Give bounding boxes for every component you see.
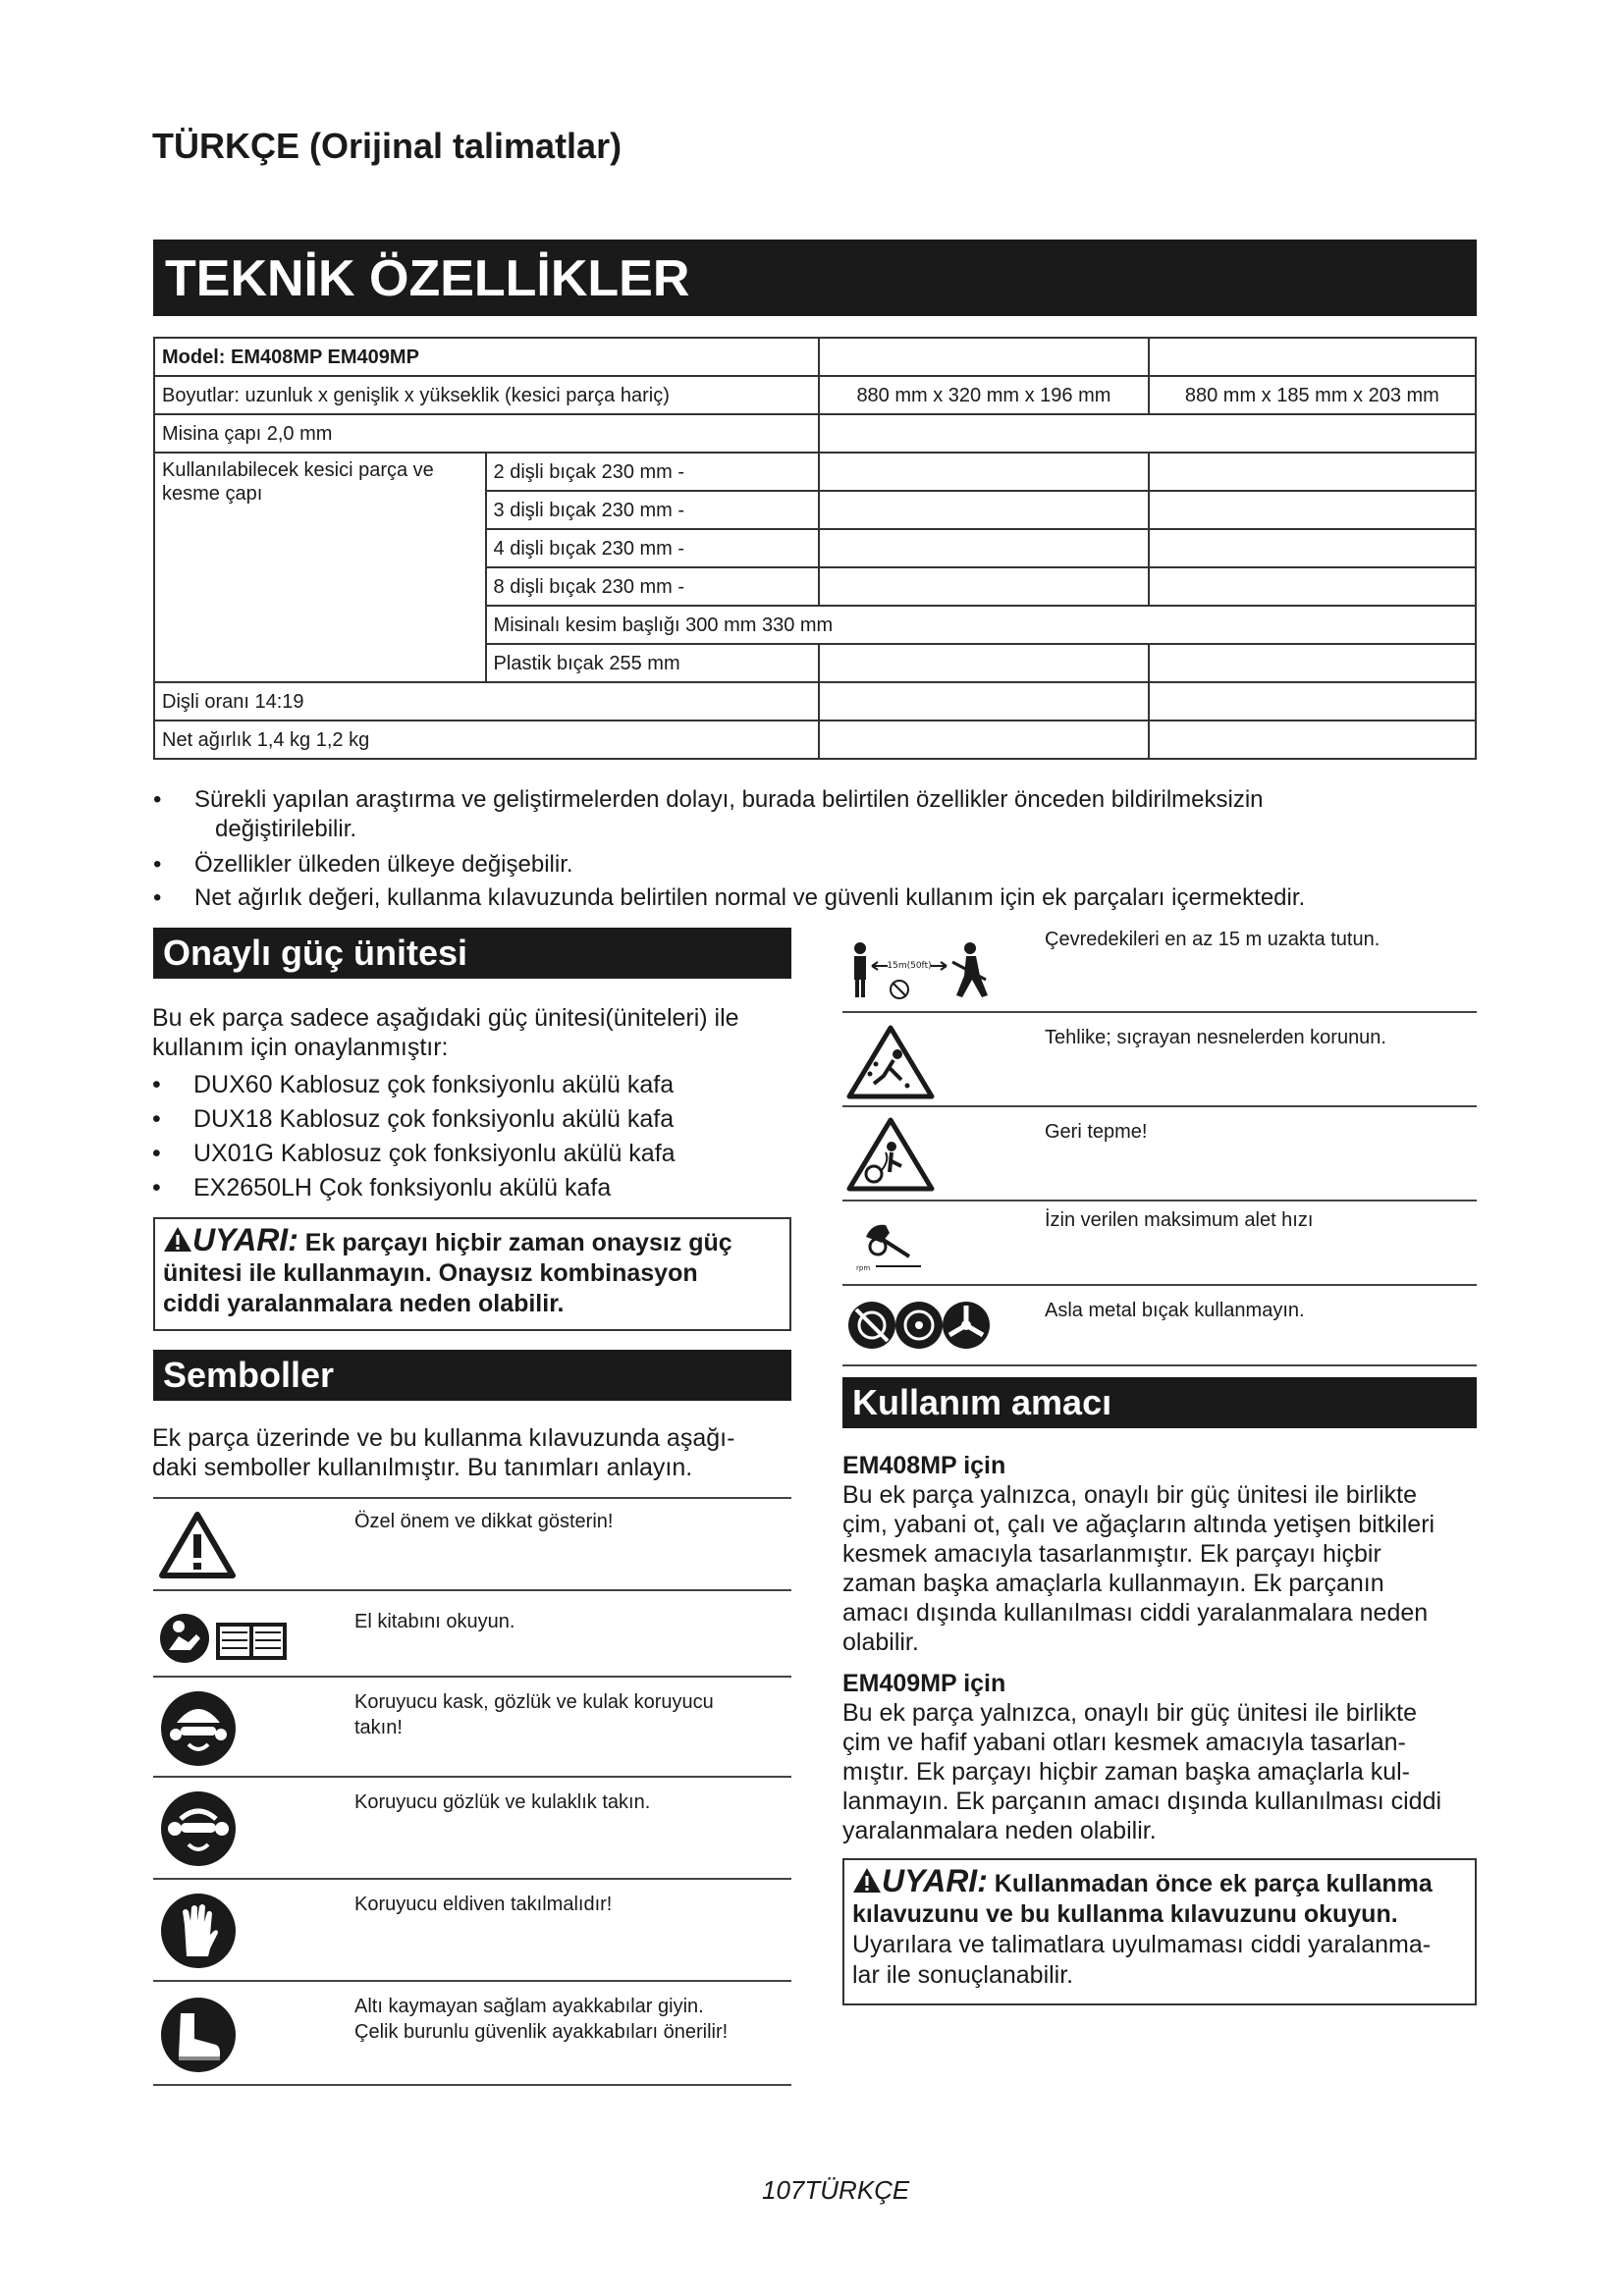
warning-label: UYARI: xyxy=(192,1222,298,1257)
approved-intro: Bu ek parça sadece aşağıdaki güç ünitesi(üniteleri) ile kullanım için onaylanmıştır: xyxy=(152,1004,739,1061)
em409mp-title: EM409MP için xyxy=(842,1670,1006,1697)
gear-ratio: Dişli oranı 14:19 xyxy=(154,682,819,721)
symbols-intro: Ek parça üzerinde ve bu kullanma kılavuzunda aşağı- daki semboller kullanılmıştır. Bu tanımları anlayın. xyxy=(152,1424,735,1481)
approved-power-unit-heading: Onaylı güç ünitesi xyxy=(153,928,791,979)
symbols-heading: Semboller xyxy=(153,1350,791,1401)
symbol-row: Geri tepme! xyxy=(842,1107,1477,1201)
intended-use-heading: Kullanım amacı xyxy=(842,1377,1477,1428)
goggles-earmuffs-icon xyxy=(159,1789,238,1868)
spec-note: • Net ağırlık değeri, kullanma kılavuzunda belirtilen normal ve güvenli kullanım için ek parçaları içermektedir. xyxy=(153,884,1306,911)
symbol-row: El kitabını okuyun. xyxy=(153,1591,791,1678)
symbol-row xyxy=(153,1982,791,2086)
no-metal-blade-icon xyxy=(846,1296,994,1355)
spec-note: • Özellikler ülkeden ülkeye değişebilir. xyxy=(153,851,573,878)
symbol-row: rpm İzin verilen maksimum alet hızı xyxy=(842,1201,1477,1286)
max-speed-icon xyxy=(852,1213,931,1276)
kickback-icon xyxy=(846,1117,935,1192)
intended-use-warning-box: UYARI: Kullanmadan önce ek parça kullanma kılavuzunu ve bu kullanma kılavuzunu okuyun. Uyarılara ve talimatlara uyulmaması ciddi yaralanma- lar ile sonuçlanabilir. xyxy=(842,1858,1477,2005)
cutter-row: 4 dişli bıçak 230 mm - xyxy=(486,529,820,567)
model-label: Model: EM408MP EM409MP xyxy=(154,338,819,376)
list-item: • EX2650LH Çok fonksiyonlu akülü kafa xyxy=(152,1174,612,1201)
warning-triangle-icon xyxy=(158,1511,237,1579)
list-item: • UX01G Kablosuz çok fonksiyonlu akülü kafa xyxy=(152,1140,676,1167)
list-item: • DUX60 Kablosuz çok fonksiyonlu akülü kafa xyxy=(152,1071,675,1098)
symbol-row: Koruyucu eldiven takılmalıdır! xyxy=(153,1880,791,1982)
dimensions-em409mp: 880 mm x 185 mm x 203 mm xyxy=(1149,376,1476,414)
dimensions-label: Boyutlar: uzunluk x genişlik x yükseklik (kesici parça hariç) xyxy=(154,376,819,414)
list-item: • DUX18 Kablosuz çok fonksiyonlu akülü kafa xyxy=(152,1105,675,1133)
document-language-title: TÜRKÇE (Orijinal talimatlar) xyxy=(152,126,623,166)
symbol-row: Özel önem ve dikkat gösterin! xyxy=(153,1499,791,1591)
intended-use-em408mp: EM408MP için Bu ek parça yalnızca, onaylı bir güç ünitesi ile birlikte çim, yabani ot, çalı ve ağaçların altında yetişen bitkileri kesmek amacıyla tasarlanmıştır. Ek parçayı hiçbir zaman başka amaçlarla kullanmayın. Ek parçanın amacı dışında kullanılması ciddi yaralanmalara neden olabilir. xyxy=(842,1451,1490,1657)
table-row xyxy=(154,376,1476,414)
page-number: 107TÜRKÇE xyxy=(762,2175,910,2205)
distance-caption: 15m(50ft) xyxy=(887,961,932,971)
table-row xyxy=(154,453,1476,491)
cutter-row: Plastik bıçak 255 mm xyxy=(486,644,820,682)
intended-use-em409mp: EM409MP için Bu ek parça yalnızca, onaylı bir güç ünitesi ile birlikte çim ve hafif yabani otları kesmek amacıyla tasarlan- mıştır. Ek parçayı hiçbir zaman başka amaçlarla kul- lanmayın. Ek parçanın amacı dışında kullanılması ciddi yaralanmalara neden olabilir. xyxy=(842,1669,1490,1845)
warning-label: UYARI: xyxy=(882,1863,988,1898)
line-diameter: Misina çapı 2,0 mm xyxy=(154,414,819,453)
em408mp-title: EM408MP için xyxy=(842,1452,1006,1479)
gloves-icon xyxy=(159,1892,238,1970)
specifications-table xyxy=(153,337,1477,760)
symbol-row: Koruyucu gözlük ve kulaklık takın. xyxy=(153,1778,791,1880)
cutter-row: 8 dişli bıçak 230 mm - xyxy=(486,567,820,606)
symbol-text: Altı kaymayan sağlam ayakkabılar giyin. Çelik burunlu güvenlik ayakkabıları önerilir! xyxy=(354,1996,729,2043)
cutter-row: 3 dişli bıçak 230 mm - xyxy=(486,491,820,529)
symbol-row xyxy=(153,1678,791,1778)
symbol-text: Koruyucu kask, gözlük ve kulak koruyucu takın! xyxy=(354,1691,714,1738)
approved-warning-box: UYARI: Ek parçayı hiçbir zaman onaysız güç ünitesi ile kullanmayın. Onaysız kombinasyon ciddi yaralanmalara neden olabilir. xyxy=(153,1217,791,1331)
safety-boots-icon xyxy=(159,1996,238,2074)
dimensions-em408mp: 880 mm x 320 mm x 196 mm xyxy=(819,376,1149,414)
warning-triangle-icon xyxy=(852,1867,882,1894)
keep-distance-icon xyxy=(848,936,996,1005)
spec-note: • Sürekli yapılan araştırma ve geliştirmelerden dolayı, burada belirtilen özellikler önceden bildirilmeksizin değiştirilebilir. xyxy=(153,786,1264,842)
table-row xyxy=(154,414,1476,453)
warning-triangle-icon xyxy=(163,1226,192,1253)
svg-text:rpm: rpm xyxy=(856,1264,871,1272)
approved-units-list xyxy=(152,1070,800,1202)
cutter-row: 2 dişli bıçak 230 mm - xyxy=(486,453,820,491)
table-row xyxy=(154,338,1476,376)
symbol-row: Tehlike; sıçrayan nesnelerden korunun. xyxy=(842,1013,1477,1107)
symbol-row: Asla metal bıçak kullanmayın. xyxy=(842,1286,1477,1366)
symbol-row: 15m(50ft) Çevredekileri en az 15 m uzakta tutun. xyxy=(842,919,1477,1013)
table-row xyxy=(154,682,1476,721)
specifications-heading: TEKNİK ÖZELLİKLER xyxy=(153,240,1477,316)
table-row xyxy=(154,721,1476,759)
read-manual-icon xyxy=(157,1611,295,1666)
cutter-label: Kullanılabilecek kesici parça ve kesme çapı xyxy=(154,453,486,682)
net-weight: Net ağırlık 1,4 kg 1,2 kg xyxy=(154,721,819,759)
helmet-goggles-earmuffs-icon xyxy=(159,1689,238,1768)
cutter-row: Misinalı kesim başlığı 300 mm 330 mm xyxy=(486,606,1149,644)
flying-objects-icon xyxy=(846,1025,935,1099)
